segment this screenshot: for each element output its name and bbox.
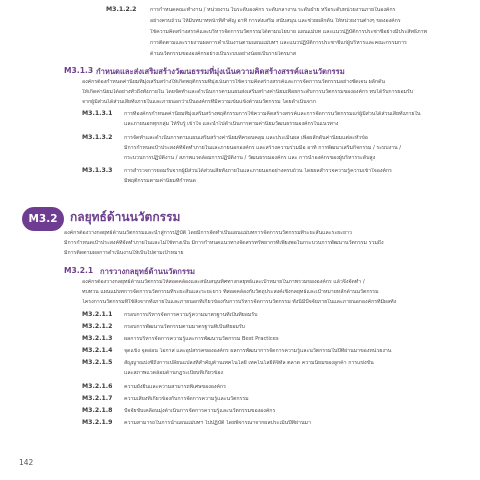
item-text-line: สัญญาณบ่งชี้ถึงการเปลี่ยนแปลงที่สำคัญด้านเทคโนโลยี เทคโนโลยีดิจิทัล ตลาด ความนิยมของลูกค้า การแข่งขัน: [124, 360, 374, 366]
section-title-m3-2-1: การวางกลยุทธ์ด้านนวัตกรรม: [100, 267, 196, 276]
section-intro-line: องค์กรต้องวางกลยุทธ์ด้านนวัตกรรมให้สอดคล้องและสนับสนุนทิศทางกลยุทธ์และเป้าหมายในภาพรวมขององค์กร แล้วจึงจัดทำ /: [82, 279, 365, 285]
item-code-m3-2-1-1: M3.2.1.1: [82, 311, 113, 318]
item-text-line: และภายนอกทุกกลุ่ม ให้รับรู้ เข้าใจ และนำไปดำเนินการตามค่านิยมวัฒนธรรมองค์กรในแนวทาง: [124, 121, 339, 127]
item-text-line: กรอบการพัฒนานวัตกรรมตามมาตรฐานที่เป็นที่ยอมรับ: [124, 324, 245, 330]
item-text-line: และสภาพแวดล้อมด้านกฎระเบียบที่เกี่ยวข้อง: [124, 370, 223, 376]
section-intro-line: มีการติดตามผลการดำเนินงานให้เป็นไปตามเป้าหมาย: [64, 250, 184, 256]
section-intro-line: ทบทวน แผนแม่บทการจัดการนวัตกรรมที่ระยะสั้นและระยะยาว ที่สอดคล้องกับวัตถุประสงค์เชิงกลยุทธ์และเป้าหมายหลักด้านนวัตกรรม: [82, 289, 379, 295]
item-code-m3-1-3-2: M3.1.3.2: [82, 134, 113, 141]
section-code-m3-2-1: M3.2.1: [64, 266, 94, 275]
item-code-m3-1-3-3: M3.1.3.3: [82, 167, 113, 174]
section-badge-m3-2: [22, 207, 64, 231]
item-code-m3-2-1-2: M3.2.1.2: [82, 323, 113, 330]
body-text-line: การกำหนดคณะทำงาน / หน่วยงาน ในระดับองค์กร ระดับกลางาน ระดับฝ่าย หรือระดับหน่วยงานภายในองค์กร: [150, 7, 396, 13]
item-code-m3-2-1-5: M3.2.1.5: [82, 359, 113, 366]
item-text-line: การที่องค์กรกำหนดค่านิยมที่มุ่งเสริมสร้างพฤติกรรมการใช้ความคิดสร้างสรรค์และการจัดการนวัตกรรมแก่ผู้มีส่วนได้ส่วนเสียทั้งภายใน: [124, 111, 421, 117]
item-text-line: ผลการบริหารจัดการความรู้และการพัฒนานวัตกรรม Best Practices: [124, 336, 279, 342]
section-intro-line: จากผู้มีส่วนได้ส่วนเสียทั้งภายในและภายนอกว่าเป็นองค์กรที่มีความเข้มแข็งด้านนวัตกรรม โดยดำเนินจาก: [82, 99, 316, 105]
body-text-line: ใช้ความคิดสร้างสรรค์และบริหารจัดการนวัตกรรมได้ตามนโยบาย แผนแม่บท และแนวปฏิบัติการประชาชีอย่างมีประสิทธิภาพ: [150, 29, 427, 35]
item-text-line: การจัดทำและดำเนินการตามแผนเสริมสร้างค่านิยมที่ครอบคลุม และประเมินผล เพื่อผลักดันค่านิยมแต่ละหัวข้อ: [124, 135, 368, 141]
section-intro-line: องค์กรต้องกำหนดค่านิยมที่มุ่งเสริมสร้างให้เกิดพฤติกรรมที่มุ่งเน้นการใช้ความคิดสร้างสรรค์และการจัดการนวัตกรรมอย่างชัดเจน ผลักดัน: [82, 79, 385, 85]
body-text-line: ด้านนวัตกรรมขององค์กรอย่างเป็นระบบอย่างน้อยเป็นรายไตรมาส: [150, 51, 296, 57]
item-text-line: มีการกำหนดเป้าประสงค์ที่จัดทำภายในและภายนอกองค์กร และสร้างความร่วมมือ อาทิ การพัฒนาเสริมกิจกรรม / ระบบงาน /: [124, 145, 401, 151]
section-intro-line: องค์กรต้องวางกลยุทธ์ด้านนวัตกรรมและนำสู่การปฏิบัติ โดยมีการจัดทำเป็นแผนแม่บทการจัดการนวัตกรรมที่ระยะสั้นและระยะยาว: [64, 230, 352, 236]
item-text-line: ความยั่งยืนและความสามารถพิเศษขององค์กร: [124, 384, 226, 390]
body-text-line: การติดตามและรายงานผลการดำเนินงานตามแผนแม่บทฯ และแนวปฏิบัติการประชาชีแก่ผู้บริหารและคณะกรรมการ: [150, 40, 407, 46]
section-intro-line: ให้เกิดค่านิยมได้อย่างทั่วถึงทั้งภายใน โดยจัดทำและดำเนินการตามแผนส่งเสริมสร้างค่านิยมเพื่อยกระดับการนวัตกรรมขององค์กร ทบได้รับการยอมรับ: [82, 89, 414, 95]
item-text-line: มีพฤติกรรมตามค่านิยมที่กำหนด: [124, 178, 196, 184]
item-code-m3-2-1-7: M3.2.1.7: [82, 395, 113, 402]
item-text-line: ความสามารถในการนำแผนแม่บทฯ ไปปฏิบัติ โดยพิจารณาจากผลประเมินปีที่ผ่านมา: [124, 420, 311, 426]
section-code-m3-1-3: M3.1.3: [64, 66, 94, 75]
item-code-m3-2-1-8: M3.2.1.8: [82, 407, 113, 414]
item-code-m3-2-1-3: M3.2.1.3: [82, 335, 113, 342]
section-title-m3-1-3: กำหนดและส่งเสริมสร้างวัฒนธรรมที่มุ่งเน้นความคิดสร้างสรรค์และนวัตกรรม: [96, 67, 345, 76]
section-intro-line: มีการกำหนดเป้าประสงค์ที่จัดทำภายในและไม่ใช้ทางเป็น มีการกำหนดแนวทางจัดสรรทรัพยากรที่เพียงพอในกระบวนการพัฒนานวัตกรรม รวมถึง: [64, 240, 384, 246]
section-intro-line: โครงการนวัตกรรมที่ใช้สิงจากทั้งภายในและภายนอกที่เกี่ยวข้องกับการบริหารจัดการนวัตกรรม ทั้งนี้มีปัจจัยภายในและภายนอกองค์กรที่มีผลทั้ง: [82, 299, 397, 305]
item-text-line: กระบวนการปฏิบัติงาน / สภาพแวดล้อมการปฏิบัติงาน / วัฒนธรรมองค์กร และ การนำองค์กรของผู้บริหารระดับสูง: [124, 155, 376, 161]
item-text-line: จุดแข็ง จุดอ่อน โอกาส และอุปสรรคขององค์กร ผลการพัฒนาการจัดการความรู้และนวัตกรรมในปีที่ผ่านมาของหน่วยงาน: [124, 348, 392, 354]
item-code-m3-2-1-6: M3.2.1.6: [82, 383, 113, 390]
item-text-line: ความเสี่ยงที่เกี่ยวข้องกับการจัดการความรู้และนวัตกรรม: [124, 396, 249, 402]
item-text-line: ปัจจัยขับเคลื่อนมุ่งด้าเนินการจัดการความรู้และนวัตกรรมขององค์กร: [124, 408, 276, 414]
item-code-m3-2-1-4: M3.2.1.4: [82, 347, 113, 354]
item-text-line: กรอบการบริหารจัดการความรู้ความมาตรฐานที่เป็นที่ยอมรับ: [124, 312, 258, 318]
main-section-title: กลยุทธ์ด้านนวัตกรรม: [70, 210, 181, 224]
body-text-line: อย่างครบถ้วน ให้มีบทบาทหน้าที่สำคัญ อาทิ การส่งเสริม สนับสนุน และช่วยผลักดัน ให้หน่วยงานต่างๆ ขององค์กร: [150, 18, 401, 24]
section-badge-label: M3.2: [28, 213, 58, 225]
item-code-m3-1-3-1: M3.1.3.1: [82, 110, 113, 117]
item-code-m3-1-2-2: M3.1.2.2: [106, 6, 137, 13]
item-text-line: การสำรวจการยอมรับจากผู้มีส่วนได้ส่วนเสียทั้งภายในและภายนอกอย่างครบถ้วน โดยผลสำรวจความรู้ความเข้าใจองค์กร: [124, 168, 392, 174]
item-code-m3-2-1-9: M3.2.1.9: [82, 419, 113, 426]
page-number: 142: [19, 458, 34, 467]
